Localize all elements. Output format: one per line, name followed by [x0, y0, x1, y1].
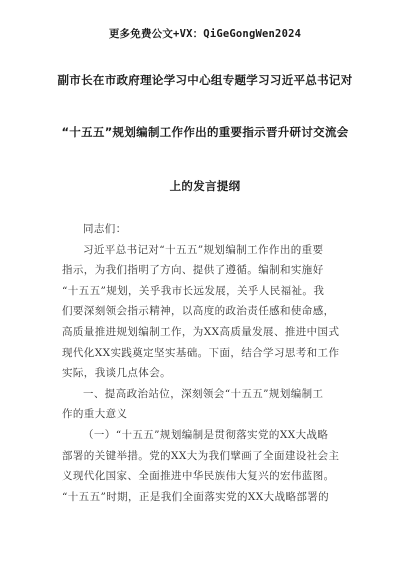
- body-line: （一）“十五五”规划编制是贯彻落实党的XX大战略: [83, 428, 329, 441]
- title-line-1: 副市长在市政府理论学习中心组专题学习习近平总书记对: [57, 73, 353, 87]
- section-heading-line: 一、提高政治站位，深刻领会“十五五”规划编制工: [83, 387, 324, 400]
- title-line-3: 上的发言提纲: [169, 179, 241, 193]
- body-line: “十五五”规划，关乎我市长远发展，关乎人民福祉。我: [62, 284, 325, 297]
- title-line-2: “十五五”规划编制工作作出的重要指示晋升研讨交流会: [61, 125, 349, 139]
- watermark-header: 更多免费公文+VX：QiGeGongWen2024: [108, 28, 302, 40]
- document-body: [62, 219, 352, 507]
- section-heading-line: 作的重大意义: [62, 408, 128, 421]
- body-line: 习近平总书记对“十五五”规划编制工作作出的重要: [83, 243, 324, 256]
- salutation: 同志们：: [83, 223, 127, 235]
- body-line: 现代化XX实践奠定坚实基础。下面，结合学习思考和工作: [62, 346, 340, 359]
- body-line: 们要深刻领会指示精神，以高度的政治责任感和使命感，: [62, 305, 335, 318]
- body-line: 实际，我谈几点体会。: [62, 367, 171, 380]
- body-line: 高质量推进规划编制工作，为XX高质量发展、推进中国式: [62, 325, 340, 338]
- body-line: “十五五”时期，正是我们全面落实党的XX大战略部署的: [62, 490, 330, 503]
- body-line: 义现代化国家、全面推进中华民族伟大复兴的宏伟蓝图。: [62, 470, 335, 483]
- body-line: 部署的关键举措。党的XX大为我们擘画了全面建设社会主: [62, 449, 340, 462]
- body-line: 指示，为我们指明了方向、提供了遵循。编制和实施好: [62, 264, 324, 277]
